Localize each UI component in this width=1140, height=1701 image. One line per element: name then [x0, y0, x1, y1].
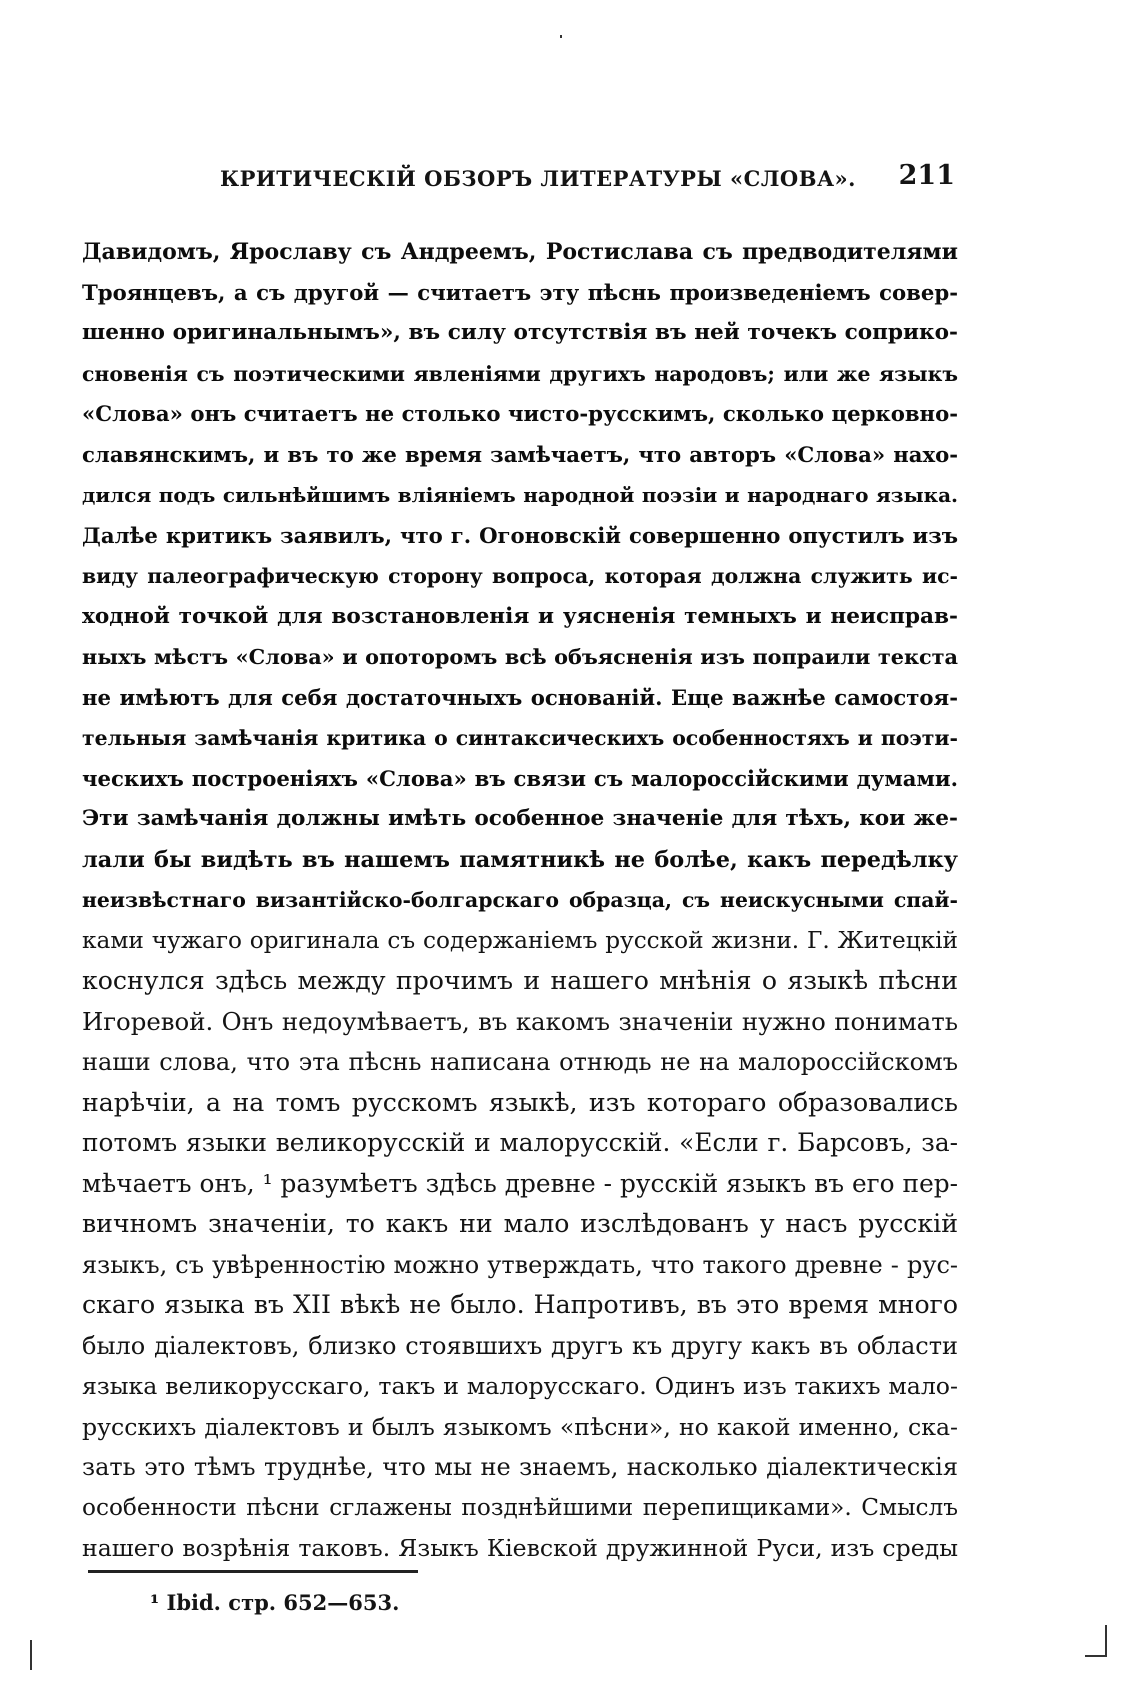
text-line: мѣчаетъ онъ, ¹ разумѣетъ здѣсь древне - русскій языкъ въ его пер-: [82, 1168, 958, 1198]
text-line: вичномъ значеніи, то какъ ни мало изслѣдованъ у насъ русскій: [82, 1209, 958, 1238]
text-line: зать это тѣмъ труднѣе, что мы не знаемъ, насколько діалектическія: [82, 1453, 958, 1481]
page-header: [220, 160, 955, 200]
text-line: сновенія съ поэтическими явленіями другихъ народовъ; или же языкъ: [82, 361, 958, 386]
text-line: шенно оригинальнымъ», въ силу отсутствія въ ней точекъ соприко-: [82, 320, 958, 345]
text-line: нашего возрѣнія таковъ. Языкъ Кіевской дружинной Руси, изъ среды: [82, 1534, 958, 1562]
text-line: Далѣе критикъ заявилъ, что г. Огоновскій совершенно опустилъ изъ: [82, 522, 958, 548]
text-line: «Слова» онъ считаетъ не столько чисто-русскимъ, сколько церковно-: [82, 401, 958, 426]
text-line: потомъ языки великорусскій и малорусскій. «Если г. Барсовъ, за-: [82, 1128, 958, 1157]
scan-mark: [30, 1640, 32, 1670]
text-line: ныхъ мѣстъ «Слова» и опоторомъ всѣ объясненія изъ попраили текста: [82, 644, 958, 669]
text-line: особенности пѣсни сглажены позднѣйшими перепищиками». Смыслъ: [82, 1493, 958, 1521]
footnote: ¹ Ibid. стр. 652—653.: [150, 1590, 400, 1615]
text-line: языкъ, съ увѣренностію можно утверждать, что такого древне - рус-: [82, 1250, 958, 1279]
text-line: скаго языка въ XII вѣкѣ не было. Напротивъ, въ это время много: [82, 1290, 958, 1319]
scan-mark: [560, 35, 562, 38]
text-line: ческихъ построеніяхъ «Слова» въ связи съ малороссійскими думами.: [82, 765, 958, 791]
text-line: славянскимъ, и въ то же время замѣчаетъ, что авторъ «Слова» нахо-: [82, 441, 958, 467]
scan-mark: [1085, 1655, 1107, 1657]
text-line: наши слова, что эта пѣснь написана отнюдь не на малороссійскомъ: [82, 1048, 958, 1076]
page-number: 211: [898, 160, 955, 191]
text-line: не имѣютъ для себя достаточныхъ основаній. Еще важнѣе самостоя-: [82, 684, 958, 710]
text-line: коснулся здѣсь между прочимъ и нашего мнѣнія о языкѣ пѣсни: [82, 966, 958, 995]
text-line: лали бы видѣть въ нашемъ памятникѣ не болѣе, какъ передѣлку: [82, 846, 958, 873]
text-line: неизвѣстнаго византійско-болгарскаго образца, съ неискусными спай-: [82, 888, 958, 912]
text-line: языка великорусскаго, такъ и малорусскаго. Одинъ изъ такихъ мало-: [82, 1372, 958, 1400]
running-head: КРИТИЧЕСКІЙ ОБЗОРЪ ЛИТЕРАТУРЫ «СЛОВА».: [220, 166, 856, 191]
text-line: ходной точкой для возстановленія и уясненія темныхъ и неисправ-: [82, 603, 958, 629]
text-line: русскихъ діалектовъ и былъ языкомъ «пѣсни», но какой именно, ска-: [82, 1412, 958, 1441]
text-line: Давидомъ, Ярославу съ Андреемъ, Ростислава съ предводителями: [82, 239, 958, 265]
text-line: ками чужаго оригинала съ содержаніемъ русской жизни. Г. Житецкій: [82, 926, 958, 954]
text-line: тельныя замѣчанія критика о синтаксическихъ особенностяхъ и поэти-: [82, 726, 958, 750]
text-line: виду палеографическую сторону вопроса, которая должна служить ис-: [82, 564, 958, 588]
text-line: было діалектовъ, близко стоявшихъ другъ къ другу какъ въ области: [82, 1331, 958, 1360]
text-line: Троянцевъ, а съ другой — считаетъ эту пѣснь произведеніемъ совер-: [82, 279, 958, 305]
scan-mark: [1105, 1625, 1107, 1657]
text-line: дился подъ сильнѣйшимъ вліяніемъ народной поэзіи и народнаго языка.: [82, 483, 958, 507]
body-text: [82, 232, 958, 1569]
footnote-divider: [88, 1570, 418, 1573]
text-line: Эти замѣчанія должны имѣть особенное значеніе для тѣхъ, кои же-: [82, 806, 958, 831]
text-line: нарѣчіи, а на томъ русскомъ языкѣ, изъ котораго образовались: [82, 1087, 958, 1117]
text-line: Игоревой. Онъ недоумѣваетъ, въ какомъ значеніи нужно понимать: [82, 1006, 958, 1036]
